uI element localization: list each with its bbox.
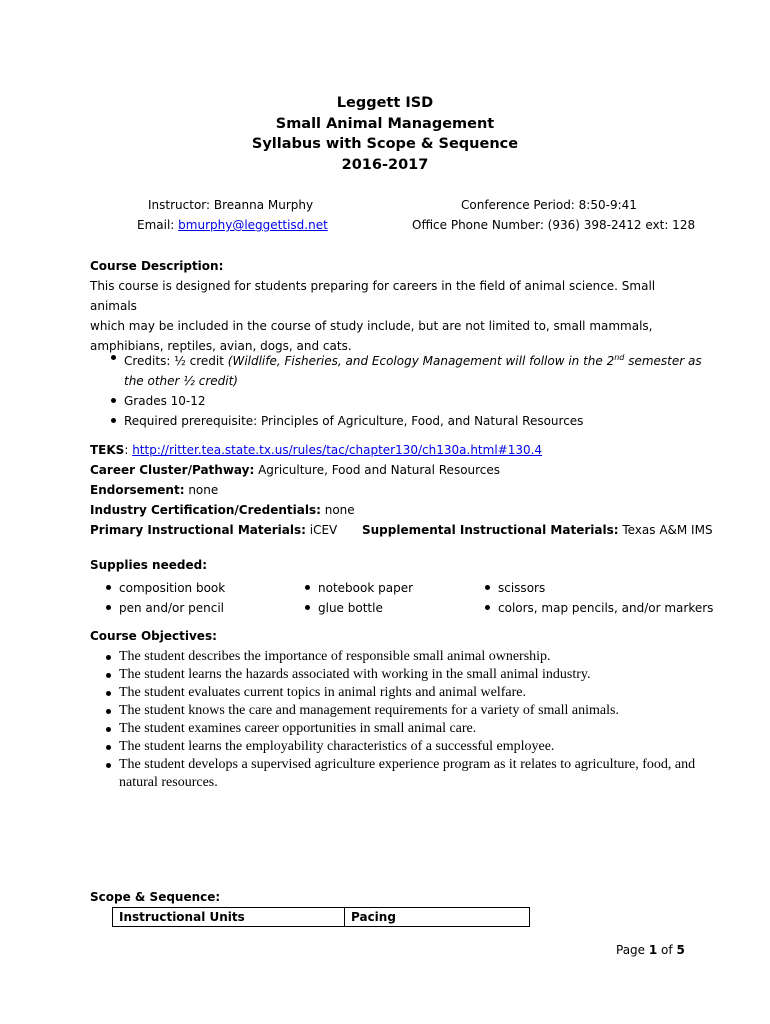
industry-certification-line [90, 503, 355, 517]
list-item: The student learns the hazards associated with working in the small animal industry. [106, 666, 696, 684]
table-header-units: Instructional Units [113, 908, 345, 927]
total-pages: 5 [676, 943, 685, 957]
career-cluster-value: Agriculture, Food and Natural Resources [254, 463, 501, 477]
list-item: The student evaluates current topics in animal rights and animal welfare. [106, 684, 696, 702]
supplemental-materials-value: Texas A&M IMS [618, 523, 713, 537]
supplies-column [305, 578, 413, 618]
list-item: The student examines career opportunities in small animal care. [106, 720, 696, 738]
objectives-list [106, 648, 696, 792]
list-item: colors, map pencils, and/or markers [485, 598, 713, 618]
career-cluster-line [90, 463, 500, 477]
course-description-line: amphibians, reptiles, avian, dogs, and cats. [90, 339, 352, 353]
credits-label: Credits: ½ credit [124, 354, 228, 368]
course-details [111, 348, 702, 431]
endorsement-label: Endorsement: [90, 483, 185, 497]
list-item: scissors [485, 578, 713, 598]
course-description-line: which may be included in the course of study include, but are not limited to, small mammals, [90, 319, 653, 333]
list-item: The student describes the importance of responsible small animal ownership. [106, 648, 696, 666]
credits-note-sup: nd [614, 353, 625, 362]
teks-link[interactable]: http://ritter.tea.state.tx.us/rules/tac/chapter130/ch130a.html#130.4 [132, 443, 543, 457]
document-title-block [0, 93, 770, 175]
supplies-heading: Supplies needed: [90, 558, 207, 572]
course-title: Small Animal Management [275, 115, 495, 132]
course-description-line: This course is designed for students preparing for careers in the field of animal science. Small animals [90, 279, 656, 313]
email-line [137, 218, 328, 232]
endorsement-value: none [184, 483, 219, 497]
course-description [90, 256, 680, 356]
list-item: Grades 10-12 [111, 391, 702, 411]
industry-certification-value: none [320, 503, 355, 517]
page-number [616, 943, 685, 957]
list-item: notebook paper [305, 578, 413, 598]
list-item [111, 348, 702, 391]
teks-line [90, 443, 542, 457]
email-label: Email: [137, 218, 179, 232]
instructor-name: Instructor: Breanna Murphy [148, 198, 314, 212]
credits-note: the other ½ credit) [124, 374, 238, 388]
document-subtitle: Syllabus with Scope & Sequence [251, 136, 519, 152]
list-item: The student knows the care and management requirements for a variety of small animals. [106, 702, 696, 720]
scope-heading: Scope & Sequence: [90, 890, 221, 904]
supplies-column [485, 578, 713, 618]
teks-colon: : [124, 443, 133, 457]
table-header-pacing: Pacing [345, 908, 530, 927]
endorsement-line [90, 483, 218, 497]
industry-certification-label: Industry Certification/Credentials: [90, 503, 321, 517]
career-cluster-label: Career Cluster/Pathway: [90, 463, 255, 477]
of-label: of [657, 943, 677, 957]
primary-materials-line [90, 523, 337, 537]
list-item: Required prerequisite: Principles of Agriculture, Food, and Natural Resources [111, 411, 702, 431]
school-year: 2016-2017 [341, 156, 429, 173]
supplies-column [106, 578, 225, 618]
list-item: composition book [106, 578, 225, 598]
table-row [113, 908, 530, 927]
list-item: The student learns the employability characteristics of a successful employee. [106, 738, 696, 756]
list-item: glue bottle [305, 598, 413, 618]
list-item: pen and/or pencil [106, 598, 225, 618]
office-phone: Office Phone Number: (936) 398-2412 ext: 128 [412, 218, 696, 232]
credits-note: (Wildlife, Fisheries, and Ecology Management will follow in the 2 [227, 354, 615, 368]
email-link[interactable]: bmurphy@leggettisd.net [178, 218, 328, 232]
credits-note: semester as [624, 354, 702, 368]
course-description-heading: Course Description: [90, 259, 224, 273]
conference-period: Conference Period: 8:50-9:41 [461, 198, 637, 212]
page-label: Page [616, 943, 649, 957]
current-page: 1 [648, 943, 658, 957]
teks-label: TEKS [90, 443, 125, 457]
supplemental-materials-line [362, 523, 713, 537]
primary-materials-value: iCEV [305, 523, 338, 537]
scope-table [112, 907, 530, 927]
supplemental-materials-label: Supplemental Instructional Materials: [362, 523, 619, 537]
list-item: The student develops a supervised agriculture experience program as it relates to agriculture, food, and natural resources. [106, 756, 696, 792]
primary-materials-label: Primary Instructional Materials: [90, 523, 306, 537]
district-name: Leggett ISD [336, 95, 434, 111]
objectives-heading: Course Objectives: [90, 629, 217, 643]
